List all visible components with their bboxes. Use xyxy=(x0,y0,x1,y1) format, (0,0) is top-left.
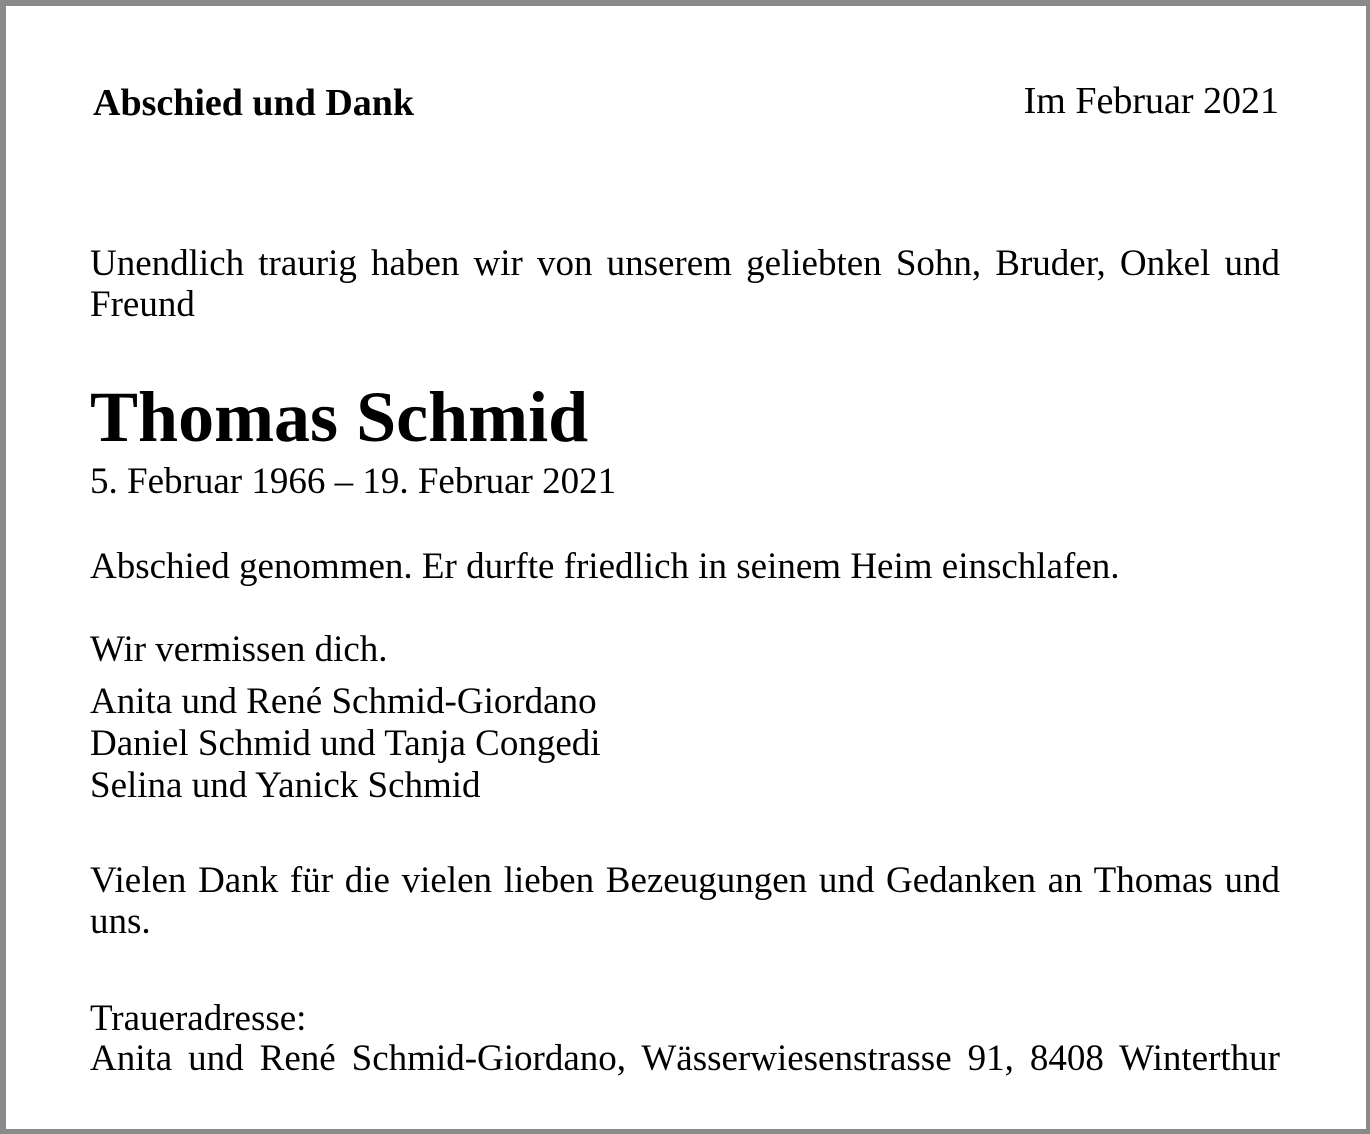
signer-line: Selina und Yanick Schmid xyxy=(90,765,481,806)
signer-line: Daniel Schmid und Tanja Congedi xyxy=(90,723,601,764)
notice-heading: Abschied und Dank xyxy=(93,82,415,124)
miss-text: Wir vermissen dich. xyxy=(90,629,388,670)
deceased-name: Thomas Schmid xyxy=(90,377,589,457)
signers-list xyxy=(90,681,601,807)
address-line: Anita und René Schmid-Giordano, Wässerwiesenstrasse 91, 8408 Winterthur xyxy=(90,1038,1280,1079)
farewell-text: Abschied genommen. Er durfte friedlich in seinem Heim einschlafen. xyxy=(90,546,1120,587)
signer-line: Anita und René Schmid-Giordano xyxy=(90,681,597,722)
life-dates: 5. Februar 1966 – 19. Februar 2021 xyxy=(90,461,617,502)
intro-text: Unendlich traurig haben wir von unserem geliebten Sohn, Bruder, Onkel und Freund xyxy=(90,243,1280,325)
address-label: Traueradresse: xyxy=(90,998,307,1039)
thanks-text: Vielen Dank für die vielen lieben Bezeugungen und Gedanken an Thomas und uns. xyxy=(90,860,1280,942)
notice-date: Im Februar 2021 xyxy=(1023,80,1279,122)
